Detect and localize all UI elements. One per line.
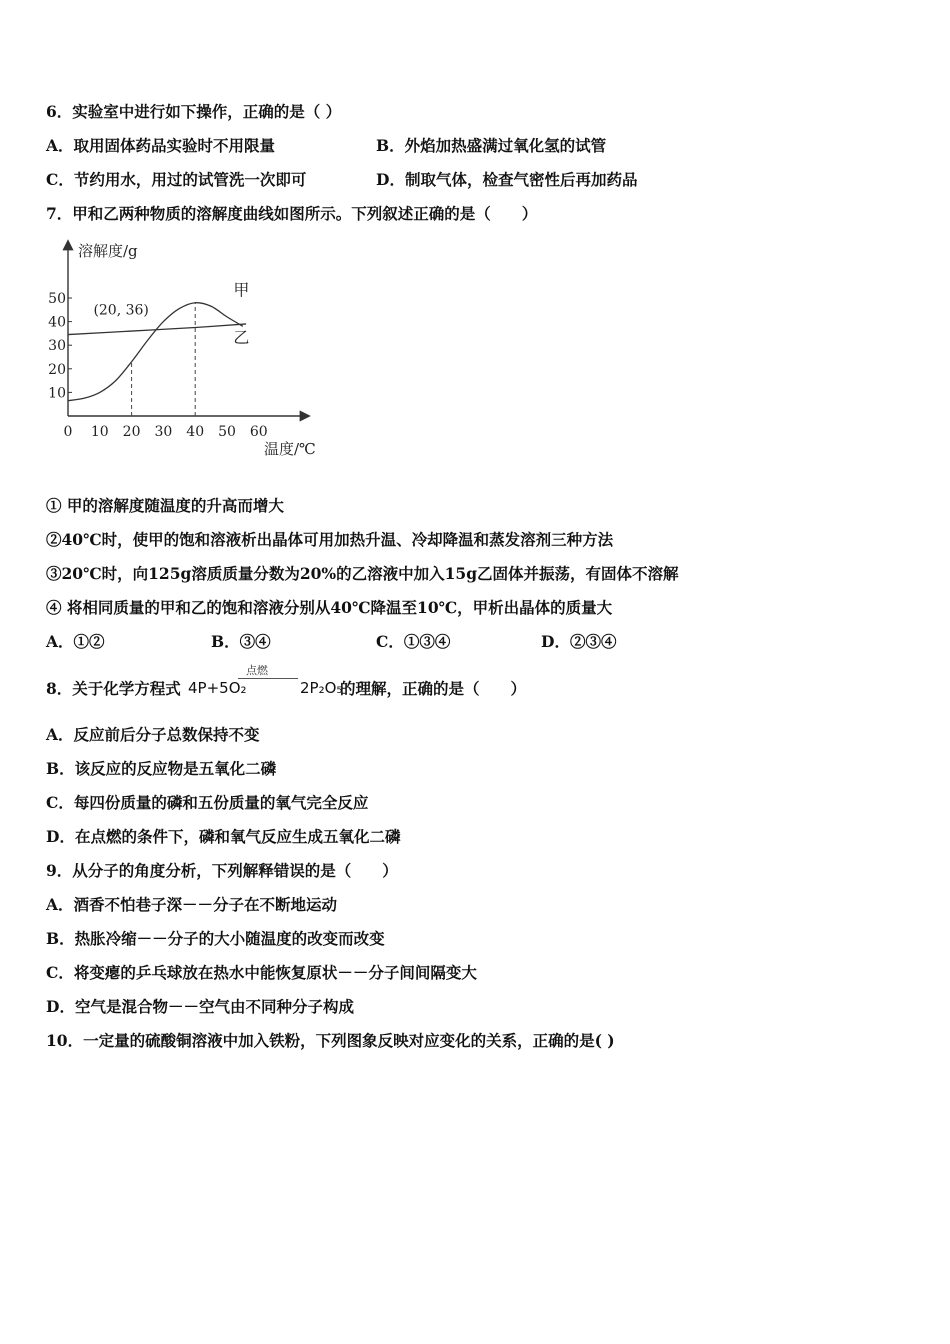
q7-option-a: A．①② — [46, 632, 105, 651]
y-tick-label-50: 50 — [48, 291, 66, 307]
q8-equation-bar — [238, 678, 298, 679]
y-tick-label-10: 10 — [48, 385, 66, 402]
x-tick-label-0: 0 — [63, 424, 73, 440]
y-tick-label-20: 20 — [48, 361, 66, 378]
q8-option-a: A．反应前后分子总数保持不变 — [46, 725, 260, 744]
q8-stem-post: 的理解，正确的是（ ） — [340, 679, 527, 698]
q8-option-d: D．在点燃的条件下，磷和氧气反应生成五氧化二磷 — [46, 827, 401, 846]
q6-option-c: C．节约用水，用过的试管洗一次即可 — [46, 170, 307, 189]
q8-option-b: B．该反应的反应物是五氧化二磷 — [46, 759, 277, 778]
q10-stem: 10．一定量的硫酸铜溶液中加入铁粉，下列图象反映对应变化的关系，正确的是( ) — [46, 1031, 615, 1050]
x-tick-label-20: 20 — [122, 424, 141, 440]
q9-option-d: D．空气是混合物－－空气由不同种分子构成 — [46, 997, 354, 1016]
x-tick-label-40: 40 — [186, 424, 205, 440]
q8-option-c: C．每四份质量的磷和五份质量的氧气完全反应 — [46, 793, 369, 812]
series-label-jia: 甲 — [233, 280, 250, 300]
q9-stem: 9．从分子的角度分析，下列解释错误的是（ ） — [46, 861, 398, 880]
point-annotation: (20, 36) — [93, 302, 149, 319]
y-axis-label: 溶解度/g — [78, 242, 138, 260]
q7-stem: 7．甲和乙两种物质的溶解度曲线如图所示。下列叙述正确的是（ ） — [46, 204, 538, 223]
q8-reactants: 4P+5O₂ — [188, 679, 247, 697]
x-axis-label: 温度/℃ — [264, 440, 316, 458]
q7-statement-4: ④ 将相同质量的甲和乙的饱和溶液分别从40℃降温至10℃，甲析出晶体的质量大 — [46, 598, 613, 617]
q6-option-a: A．取用固体药品实验时不用限量 — [46, 136, 276, 155]
q8-stem-pre: 8．关于化学方程式 — [46, 679, 181, 698]
q9-option-a: A．酒香不怕巷子深－－分子在不断地运动 — [46, 895, 338, 914]
q7-statement-3: ③20℃时，向125g溶质质量分数为20%的乙溶液中加入15g乙固体并振荡，有固体不溶解 — [46, 564, 679, 583]
y-tick-label-30: 30 — [48, 338, 66, 355]
x-tick-label-60: 60 — [249, 424, 268, 440]
q6-stem: 6．实验室中进行如下操作，正确的是（ ） — [46, 102, 342, 121]
q9-option-b: B．热胀冷缩－－分子的大小随温度的改变而改变 — [46, 929, 385, 948]
q6-option-d: D．制取气体，检查气密性后再加药品 — [376, 170, 638, 189]
q6-option-b: B．外焰加热盛满过氧化氢的试管 — [376, 136, 607, 155]
q7-statement-1: ① 甲的溶解度随温度的升高而增大 — [46, 496, 284, 515]
series-label-yi: 乙 — [233, 327, 250, 347]
series-line-yi — [68, 324, 246, 335]
x-tick-label-10: 10 — [90, 424, 109, 440]
y-tick-label-40: 40 — [48, 314, 66, 331]
q7-option-d: D．②③④ — [541, 632, 617, 651]
q7-option-c: C．①③④ — [376, 632, 451, 651]
q7-option-b: B．③④ — [211, 632, 271, 651]
x-tick-label-50: 50 — [218, 424, 236, 440]
solubility-chart — [40, 234, 340, 468]
q8-condition: 点燃 — [246, 664, 268, 677]
q8-products: 2P₂O₅ — [300, 679, 343, 697]
q7-statement-2: ②40℃时，使甲的饱和溶液析出晶体可用加热升温、冷却降温和蒸发溶剂三种方法 — [46, 530, 614, 549]
x-tick-label-30: 30 — [154, 424, 173, 440]
solubility-chart-svg — [40, 234, 340, 464]
q9-option-c: C．将变瘪的乒乓球放在热水中能恢复原状－－分子间间隔变大 — [46, 963, 477, 982]
